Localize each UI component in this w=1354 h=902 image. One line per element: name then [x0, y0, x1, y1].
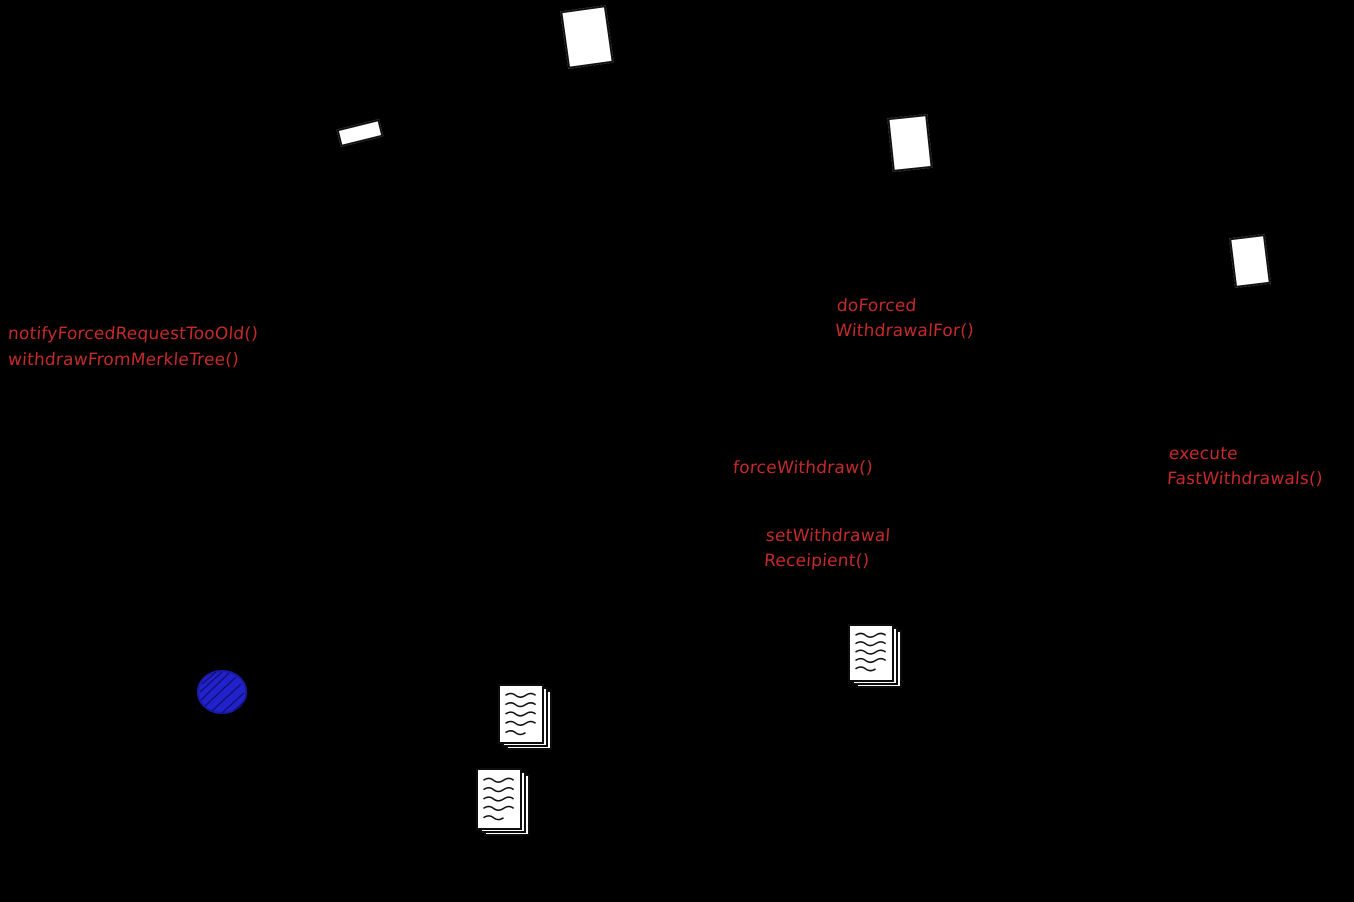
doc-stack-center-lower-icon — [476, 768, 534, 840]
label-notify-forced-request-too-old: notifyForcedRequestTooOld() — [7, 324, 259, 344]
paper-top-center-icon — [560, 5, 614, 69]
paper-far-right-icon — [1229, 234, 1271, 288]
label-execute-fast-withdrawals: execute FastWithdrawals() — [1166, 444, 1324, 489]
label-force-withdraw: forceWithdraw() — [732, 458, 874, 478]
doc-stack-right-icon — [848, 624, 906, 692]
paper-upper-right-icon — [887, 114, 932, 172]
label-set-withdrawal-recipient: setWithdrawal Receipient() — [763, 526, 892, 571]
label-do-forced-withdrawal-for: doForced WithdrawalFor() — [834, 296, 975, 341]
paper-left-small-icon — [336, 119, 383, 147]
blue-scribble-node-icon — [196, 668, 248, 716]
label-withdraw-from-merkle-tree: withdrawFromMerkleTree() — [7, 350, 240, 370]
doc-stack-center-upper-icon — [498, 684, 556, 754]
